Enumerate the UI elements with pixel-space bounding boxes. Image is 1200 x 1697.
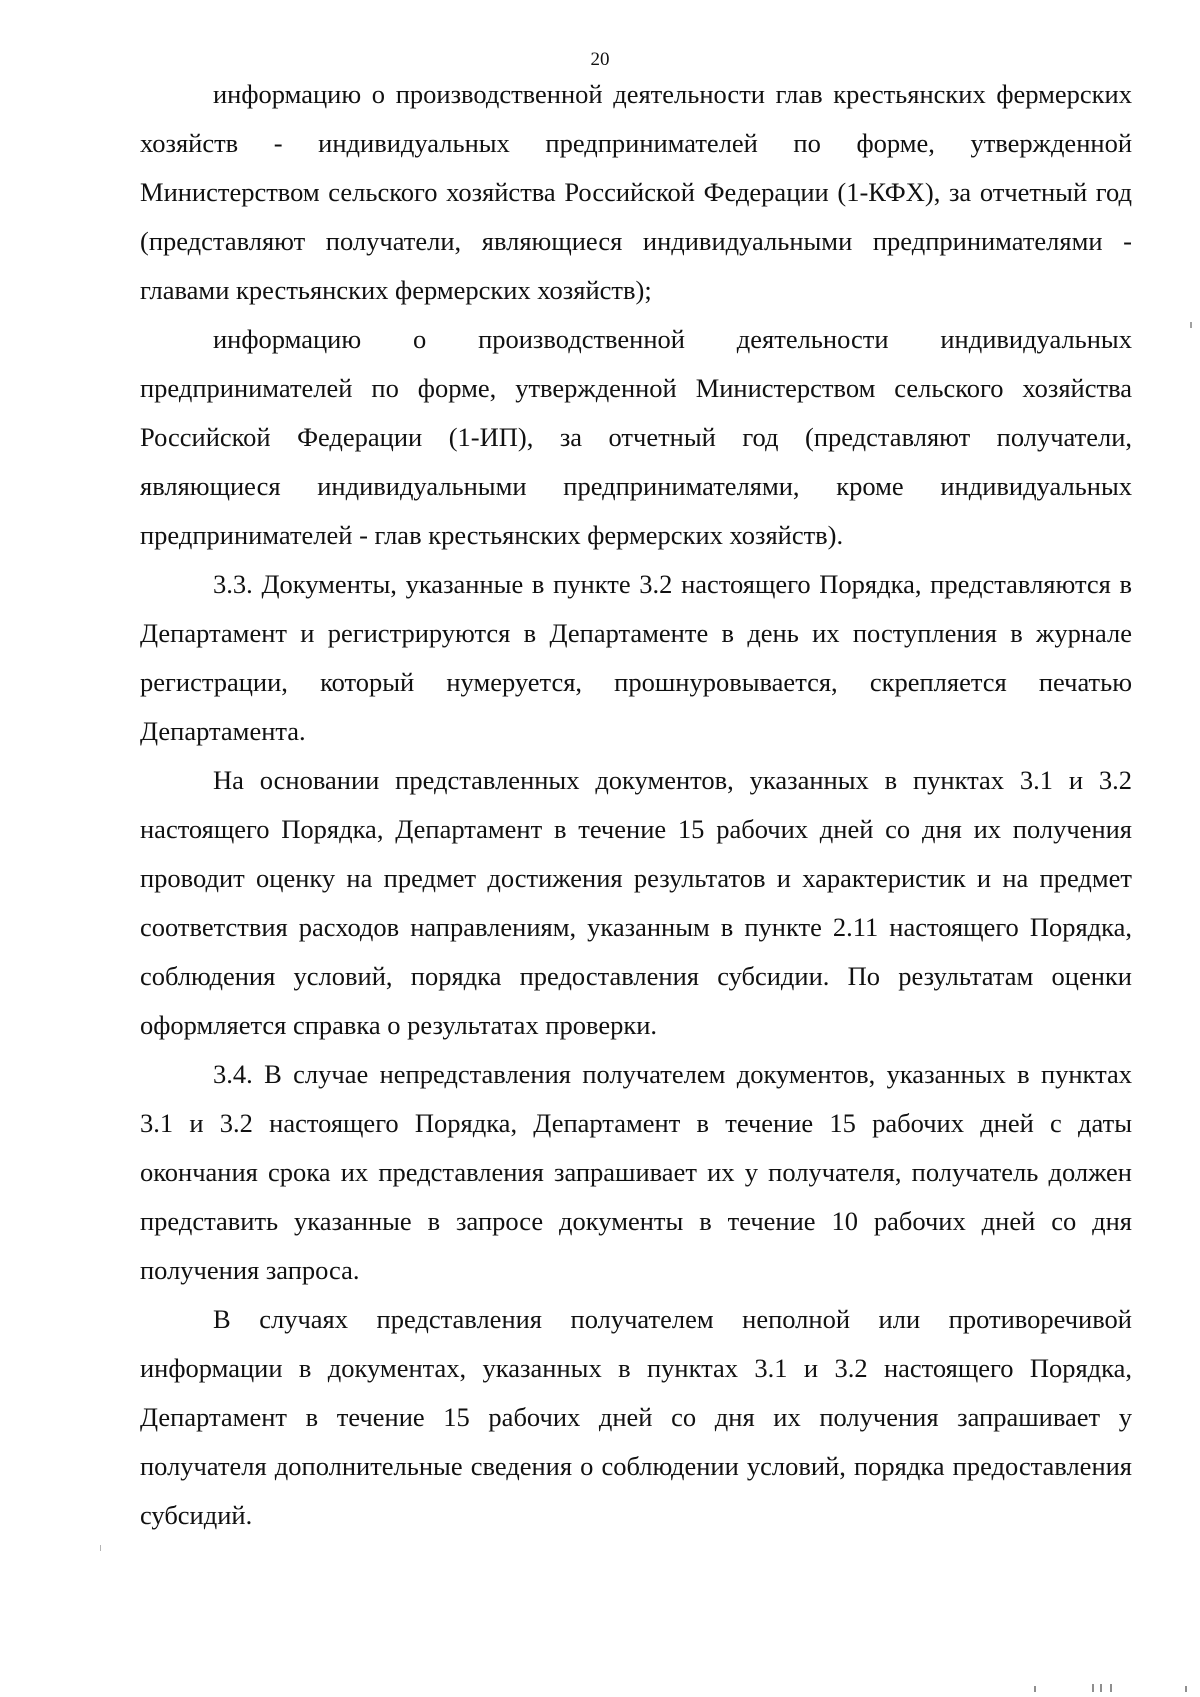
scan-artifact-mark [1092, 1684, 1094, 1692]
paragraph-3-3: 3.3. Документы, указанные в пункте 3.2 настоящего Порядка, представляются в Департамент и регистрируются в Департаменте в день их поступления в журнале регистрации, который нумеруется, прошнуровывается, скрепляется печатью Департамента. [140, 569, 1132, 746]
page-number: 20 [590, 49, 610, 70]
paragraph-incomplete-info: В случаях представления получателем неполной или противоречивой информации в документах, указанных в пунктах 3.1 и 3.2 настоящего Порядка, Департамент в течение 15 рабочих дней со дня их получения запрашивает у получателя дополнительные сведения о соблюдении условий, порядка предоставления субсидий. [140, 1304, 1132, 1530]
paragraph-1kfh-info: информацию о производственной деятельности глав крестьянских фермерских хозяйств - индивидуальных предпринимателей по форме, утвержденной Министерством сельского хозяйства Российской Федерации (1-КФХ), за отчетный год (представляют получатели, являющиеся индивидуальными предпринимателями - главами крестьянских фермерских хозяйств); [140, 79, 1132, 305]
paragraph-assessment: На основании представленных документов, указанных в пунктах 3.1 и 3.2 настоящего Порядка, Департамент в течение 15 рабочих дней со дня их получения проводит оценку на предмет достижения результатов и характеристик и на предмет соответствия расходов направлениям, указанным в пункте 2.11 настоящего Порядка, соблюдения условий, порядка предоставления субсидии. По результатам оценки оформляется справка о результатах проверки. [140, 765, 1132, 1040]
scan-artifact-mark [1185, 1686, 1187, 1692]
scan-artifact-mark [1034, 1686, 1036, 1692]
scan-artifact-mark [1190, 322, 1192, 328]
document-body [140, 70, 1132, 1540]
paragraph-3-4: 3.4. В случае непредставления получателем документов, указанных в пунктах 3.1 и 3.2 настоящего Порядка, Департамент в течение 15 рабочих дней с даты окончания срока их представления запрашивает их у получателя, получатель должен представить указанные в запросе документы в течение 10 рабочих дней со дня получения запроса. [140, 1059, 1132, 1285]
paragraph-1ip-info: информацию о производственной деятельности индивидуальных предпринимателей по форме, утвержденной Министерством сельского хозяйства Российской Федерации (1-ИП), за отчетный год (представляют получатели, являющиеся индивидуальными предпринимателями, кроме индивидуальных предпринимателей - глав крестьянских фермерских хозяйств). [140, 324, 1132, 550]
scan-artifact-mark [1100, 1684, 1102, 1692]
scan-artifact-mark [100, 1545, 101, 1551]
scan-artifact-mark [1110, 1684, 1112, 1692]
